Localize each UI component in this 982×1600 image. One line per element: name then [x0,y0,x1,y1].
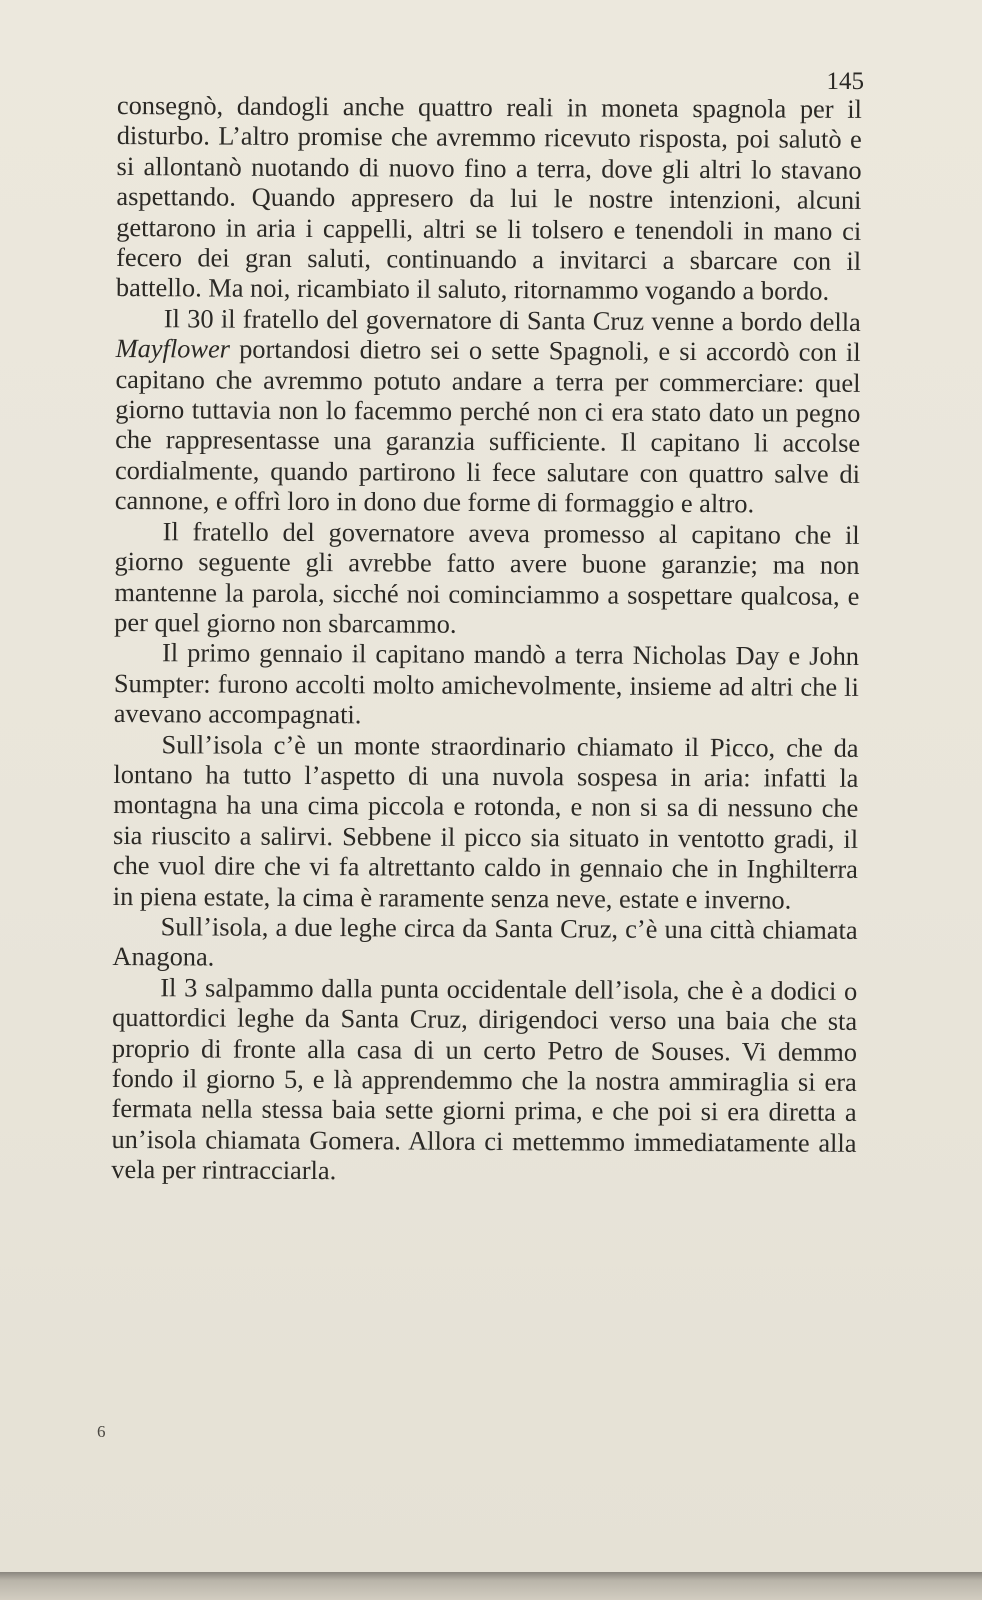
paragraph: consegnò, dandogli anche quattro reali in moneta spagnola per il disturbo. L’altro promise che avremmo ricevuto risposta, poi salutò e si allontanò nuotando di nuovo fino a terra, dove gli altri lo stavano aspettando. Quando appresero da lui le nostre intenzioni, alcuni gettarono in aria i cappelli, altri se li tolsero e tenendoli in mano ci fecero dei gran saluti, continuando a invitarci a sbarcare con il battello. Ma noi, ricambiato il saluto, ritornammo vogando a bordo. [115,90,862,307]
paragraph-text: Il 30 il fratello del governatore di Santa Cruz venne a bordo della [163,303,861,337]
paragraph [115,303,861,520]
paragraph-text: portandosi dietro sei o sette Spagnoli, e si accordò con il capitano che avremmo potuto andare a terra per commerciare: quel giorno tuttavia non lo facemmo perché non ci era stato dato un pegno che rappresentasse una garanzia sufficiente. Il capitano li accolse cordialmente, quando partirono li fece salutare con quattro salve di cannone, e offrì loro in dono due forme di formaggio e altro. [114,333,861,519]
paragraph: Il fratello del governatore aveva promesso al capitano che il giorno seguente gli avrebbe fatto avere buone garanzie; ma non mantenne la parola, sicché noi cominciammo a sospettare qualcosa, e per quel giorno non sbarcammo. [114,515,860,639]
page-number: 145 [826,68,864,95]
paragraph: Il 3 salpammo dalla punta occidentale dell’isola, che è a dodici o quattordici leghe da Santa Cruz, dirigendoci verso una baia che sta proprio di fronte alla casa di un certo Petro de Souses. Vi demmo fondo il giorno 5, e là apprendemmo che la nostra ammiraglia si era fermata nella stessa baia sette giorni prima, e che poi si era diretta a un’isola chiamata Gomera. Allora ci mettemmo immediatamente alla vela per rintracciarla. [111,972,858,1186]
page-edge-shadow [0,1572,982,1600]
paragraph: Sull’isola c’è un monte straordinario chiamato il Picco, che da lontano ha tutto l’aspetto di una nuvola sospesa in aria: infatti la montagna ha una cima piccola e rotonda, e non si sa di nessuno che sia riuscito a salirvi. Sebbene il picco sia situato in ventotto gradi, il che vuol dire che vi fa altrettanto caldo in gennaio che in Inghilterra in piena estate, la cima è raramente senza neve, estate e inverno. [112,728,859,915]
ship-name: Mayflower [115,333,231,364]
paragraph: Sull’isola, a due leghe circa da Santa Cruz, c’è una città chiamata Anagona. [112,911,858,972]
signature-mark: 6 [97,1422,106,1441]
body-text [111,90,862,1189]
paragraph: Il primo gennaio il capitano mandò a terra Nicholas Day e John Sumpter: furono accolti molto amichevolmente, insieme ad altri che li avevano accompagnati. [113,637,860,730]
